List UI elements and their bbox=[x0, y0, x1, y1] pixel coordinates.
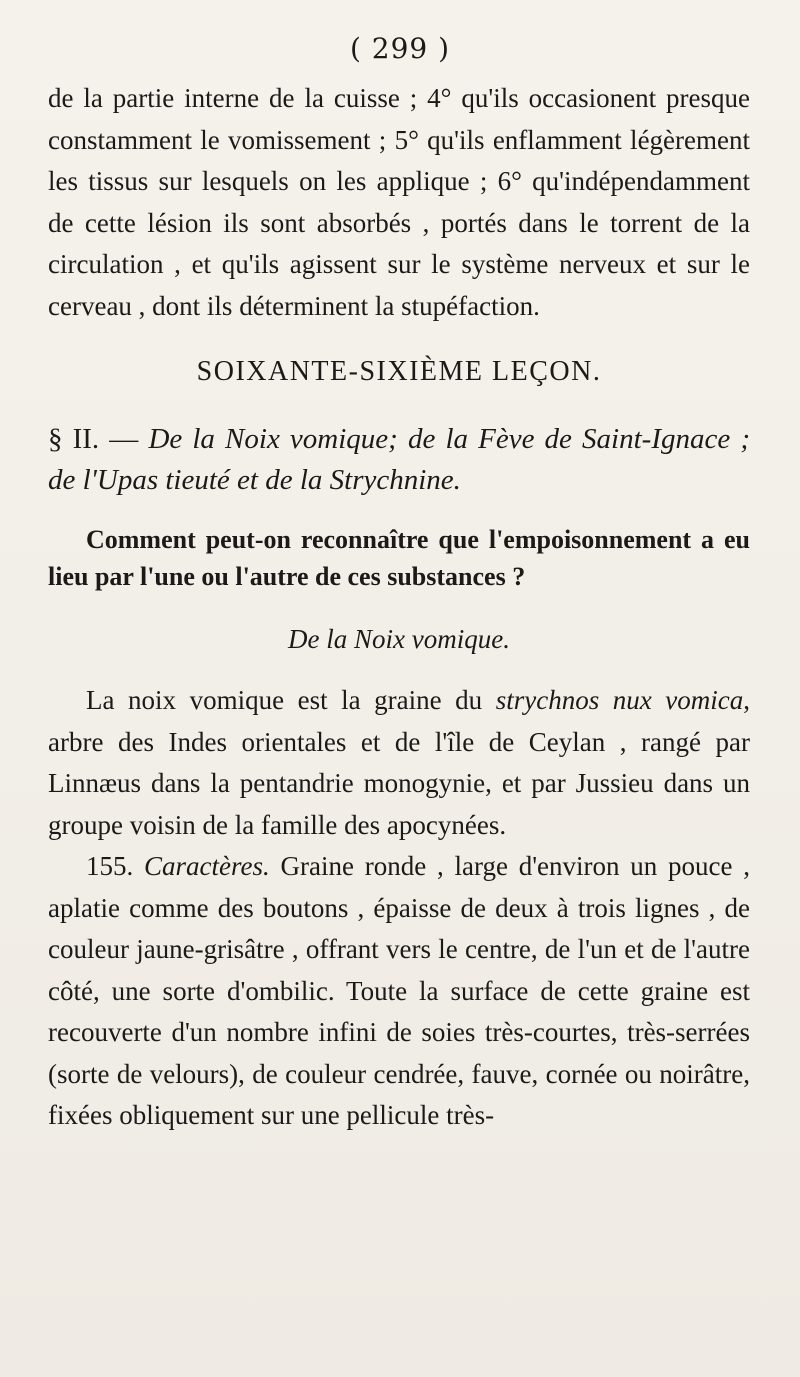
section-title-text: De la Noix vomique; de la Fève de Saint-Ignace ; de l'Upas tieuté et de la Strychnine. bbox=[48, 422, 750, 496]
section-title bbox=[48, 419, 750, 501]
paragraph-noix-vomique bbox=[48, 680, 750, 846]
lesson-heading: SOIXANTE-SIXIÈME LEÇON. bbox=[196, 356, 602, 387]
paragraph-caracteres bbox=[48, 846, 750, 1137]
subheading: De la Noix vomique. bbox=[288, 623, 510, 654]
intro-paragraph: de la partie interne de la cuisse ; 4° qu'ils occasionent presque constamment le vomissement ; 5° qu'ils enflamment légèrement les tissus sur lesquels on les applique ; 6° qu'indépendamment de cette lésion ils sont absorbés , portés dans le torrent de la circulation , et qu'ils agissent sur le système nerveux et sur le cerveau , dont ils déterminent la stupéfaction. bbox=[48, 83, 750, 321]
paragraph1-before: La noix vomique est la graine du bbox=[86, 685, 483, 715]
paragraph-number: 155. bbox=[86, 851, 134, 881]
page-number: ( 299 ) bbox=[349, 32, 451, 65]
paragraph2-text: Graine ronde , large d'environ un pouce , aplatie comme des boutons , épaisse de deux à trois lignes , de couleur jaune-grisâtre , offrant vers le centre, de l'un et de l'autre côté, une sorte d'ombilic. Toute la surface de cette graine est recouverte d'un nombre infini de soies très-courtes, très-serrées (sorte de velours), de couleur cendrée, fauve, cornée ou noirâtre, fixées obliquement sur une pellicule très- bbox=[48, 851, 751, 1130]
species-name: strychnos nux vomica bbox=[495, 685, 744, 715]
paragraph1-after: , arbre des Indes orientales et de l'île de Ceylan , rangé par Linnæus dans la pentandrie monogynie, et par Jussieu dans un groupe voisin de la famille des apocynées. bbox=[48, 685, 750, 840]
caracteres-label: Caractères. bbox=[144, 851, 270, 881]
page-body bbox=[48, 78, 750, 1137]
question-paragraph: Comment peut-on reconnaître que l'empoisonnement a eu lieu par l'une ou l'autre de ces substances ? bbox=[48, 524, 750, 591]
section-symbol: § II. — bbox=[48, 422, 139, 455]
